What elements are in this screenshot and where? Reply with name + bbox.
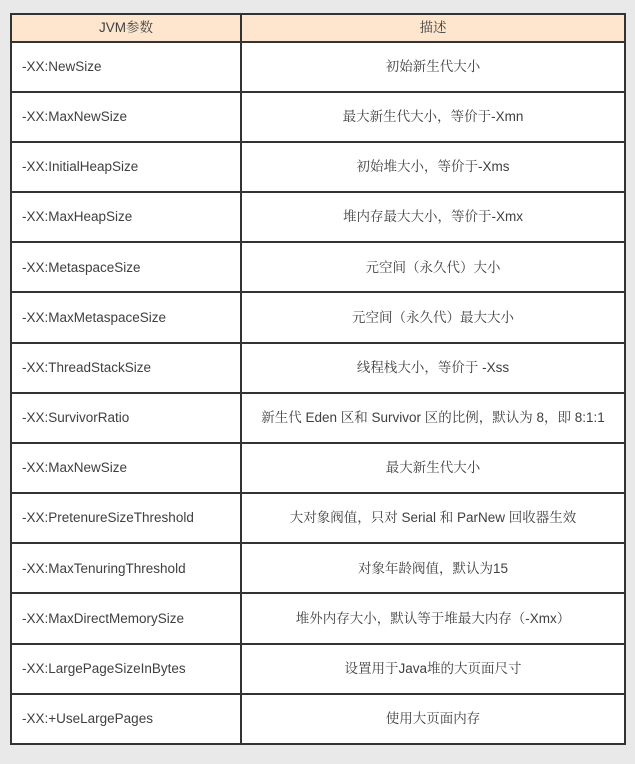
param-cell: -XX:InitialHeapSize — [11, 142, 241, 192]
desc-cell: 堆内存最大大小，等价于-Xmx — [241, 192, 625, 242]
table-row — [11, 694, 625, 744]
table-row — [11, 393, 625, 443]
param-cell: -XX:+UseLargePages — [11, 694, 241, 744]
param-cell: -XX:MetaspaceSize — [11, 242, 241, 292]
param-cell: -XX:MaxHeapSize — [11, 192, 241, 242]
param-cell: -XX:MaxNewSize — [11, 443, 241, 493]
header-row — [11, 14, 625, 42]
table-row — [11, 192, 625, 242]
table-row — [11, 493, 625, 543]
desc-cell: 新生代 Eden 区和 Survivor 区的比例，默认为 8，即 8:1:1 — [241, 393, 625, 443]
desc-cell: 初始新生代大小 — [241, 42, 625, 92]
desc-cell: 对象年龄阀值，默认为15 — [241, 543, 625, 593]
param-cell: -XX:ThreadStackSize — [11, 343, 241, 393]
desc-cell: 线程栈大小，等价于 -Xss — [241, 343, 625, 393]
jvm-params-table — [10, 13, 626, 745]
desc-cell: 使用大页面内存 — [241, 694, 625, 744]
desc-cell: 最大新生代大小，等价于-Xmn — [241, 92, 625, 142]
table-row — [11, 443, 625, 493]
param-cell: -XX:SurvivorRatio — [11, 393, 241, 443]
table-row — [11, 92, 625, 142]
param-cell: -XX:LargePageSizeInBytes — [11, 644, 241, 694]
param-cell: -XX:PretenureSizeThreshold — [11, 493, 241, 543]
param-cell: -XX:MaxTenuringThreshold — [11, 543, 241, 593]
desc-cell: 最大新生代大小 — [241, 443, 625, 493]
table-row — [11, 142, 625, 192]
desc-cell: 大对象阀值，只对 Serial 和 ParNew 回收器生效 — [241, 493, 625, 543]
desc-cell: 堆外内存大小，默认等于堆最大内存（-Xmx） — [241, 593, 625, 643]
desc-cell: 元空间（永久代）大小 — [241, 242, 625, 292]
param-cell: -XX:MaxMetaspaceSize — [11, 292, 241, 342]
table-row — [11, 593, 625, 643]
table-row — [11, 644, 625, 694]
param-cell: -XX:NewSize — [11, 42, 241, 92]
col-header-description: 描述 — [241, 14, 625, 42]
table-row — [11, 343, 625, 393]
table-body — [11, 42, 625, 744]
table-row — [11, 42, 625, 92]
param-cell: -XX:MaxNewSize — [11, 92, 241, 142]
desc-cell: 设置用于Java堆的大页面尺寸 — [241, 644, 625, 694]
desc-cell: 初始堆大小，等价于-Xms — [241, 142, 625, 192]
table-row — [11, 543, 625, 593]
table-header — [11, 14, 625, 42]
table-row — [11, 242, 625, 292]
desc-cell: 元空间（永久代）最大大小 — [241, 292, 625, 342]
col-header-jvm-param: JVM参数 — [11, 14, 241, 42]
table-row — [11, 292, 625, 342]
param-cell: -XX:MaxDirectMemorySize — [11, 593, 241, 643]
